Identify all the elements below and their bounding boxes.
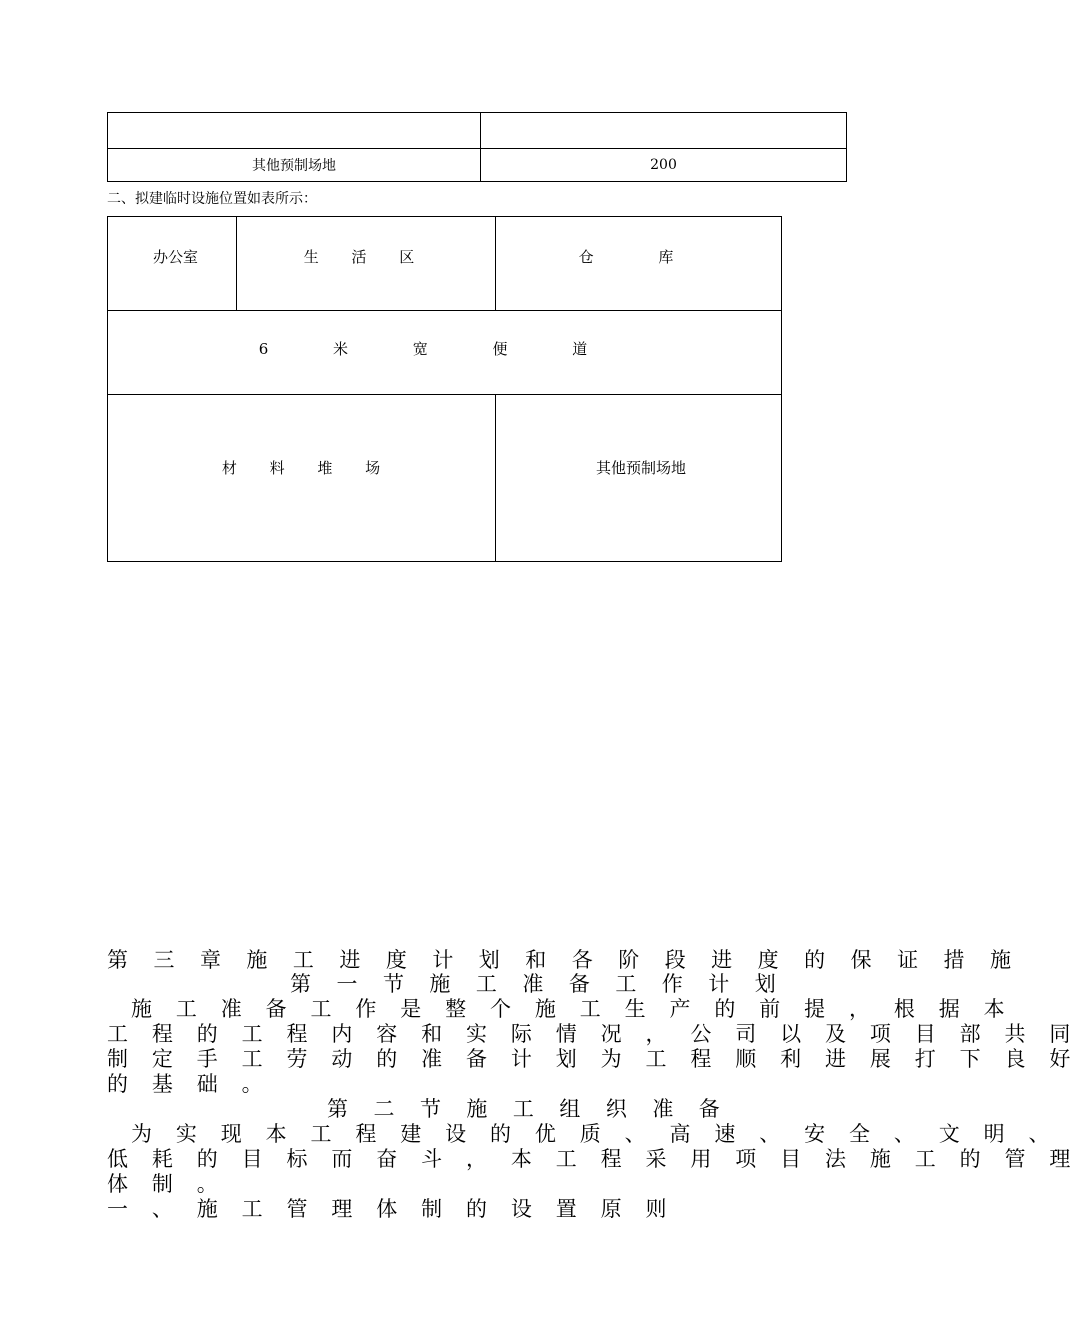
paragraph-line: 施 工 准 备 工 作 是 整 个 施 工 生 产 的 前 提 ， 根 据 本 — [131, 997, 1014, 1021]
layout-caption: 二、拟建临时设施位置如表所示： — [107, 191, 317, 207]
paragraph-line: 低 耗 的 目 标 而 奋 斗 ， 本 工 程 采 用 项 目 法 施 工 的 管 理 — [107, 1147, 1079, 1171]
warehouse-label: 仓 库 — [578, 247, 704, 266]
material-yard-label: 材 料 堆 场 — [221, 458, 395, 477]
paragraph-line: 体 制 。 — [107, 1172, 227, 1196]
chapter-title: 第 三 章 施 工 进 度 计 划 和 各 阶 段 进 度 的 保 证 措 施 — [107, 948, 1021, 972]
table-cell-name — [108, 113, 480, 148]
section-2-title: 第 二 节 施 工 组 织 准 备 — [327, 1097, 730, 1121]
subheading: 一 、 施 工 管 理 体 制 的 设 置 原 则 — [107, 1197, 676, 1221]
table-row — [108, 113, 846, 149]
table-row — [108, 148, 846, 182]
living-area-label: 生 活 区 — [303, 247, 429, 266]
office-label: 办公室 — [152, 247, 198, 266]
table-cell-value — [481, 113, 846, 148]
column-divider — [480, 113, 481, 181]
road-label: 6 米 宽 便 道 — [258, 339, 618, 358]
site-area-table — [107, 112, 847, 182]
paragraph-line: 工 程 的 工 程 内 容 和 实 际 情 况 ， 公 司 以 及 项 目 部 共 同 — [107, 1022, 1079, 1046]
prefab-site-label: 其他预制场地 — [595, 458, 686, 477]
paragraph-line: 制 定 手 工 劳 动 的 准 备 计 划 为 工 程 顺 利 进 展 打 下 良 好 — [107, 1047, 1079, 1071]
paragraph-line: 为 实 现 本 工 程 建 设 的 优 质 、 高 速 、 安 全 、 文 明 、 — [131, 1122, 1059, 1146]
section-1-title: 第 一 节 施 工 准 备 工 作 计 划 — [290, 972, 786, 996]
paragraph-line: 的 基 础 。 — [107, 1072, 272, 1096]
table-cell-name: 其他预制场地 — [252, 158, 336, 174]
table-cell-value: 200 — [650, 157, 677, 173]
site-layout-table — [107, 216, 782, 562]
